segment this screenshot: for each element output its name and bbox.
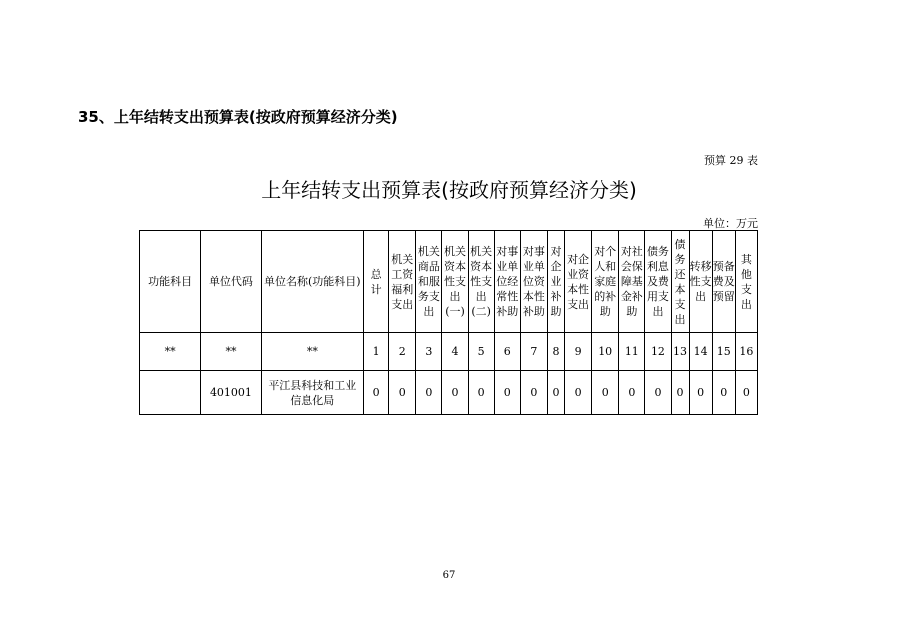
column-header: 机关资本性支出(二) <box>468 231 494 333</box>
column-header: 对个人和家庭的补助 <box>592 231 619 333</box>
table-cell: 0 <box>565 371 592 415</box>
table-cell: 16 <box>735 333 757 371</box>
table-cell: 2 <box>389 333 416 371</box>
column-header: 对社会保障基金补助 <box>619 231 645 333</box>
table-cell: 14 <box>689 333 712 371</box>
table-cell: 0 <box>547 371 564 415</box>
table-cell: 0 <box>442 371 468 415</box>
table-cell: 0 <box>712 371 735 415</box>
table-cell: 1 <box>364 333 389 371</box>
table-cell: 0 <box>494 371 520 415</box>
column-header: 总计 <box>364 231 389 333</box>
table-title: 上年结转支出预算表(按政府预算经济分类) <box>261 178 637 202</box>
column-header: 对事业单位经常性补助 <box>494 231 520 333</box>
unit-label: 单位：万元 <box>703 217 758 230</box>
table-cell: ** <box>140 333 201 371</box>
table-cell: 0 <box>671 371 689 415</box>
table-cell: ** <box>201 333 261 371</box>
budget-table <box>139 230 758 415</box>
column-header: 对企业补助 <box>547 231 564 333</box>
column-header: 债务还本支出 <box>671 231 689 333</box>
table-cell: 11 <box>619 333 645 371</box>
table-cell: 0 <box>645 371 671 415</box>
column-header: 其他支出 <box>735 231 757 333</box>
table-cell: 0 <box>735 371 757 415</box>
table-cell: 8 <box>547 333 564 371</box>
table-number: 预算 29 表 <box>704 154 758 167</box>
table-cell: 0 <box>389 371 416 415</box>
table-cell: 0 <box>468 371 494 415</box>
column-number-row <box>140 333 758 371</box>
table-cell: 0 <box>520 371 547 415</box>
column-header: 债务利息及费用支出 <box>645 231 671 333</box>
table-cell: 0 <box>364 371 389 415</box>
table-cell: 3 <box>416 333 442 371</box>
table-cell: 13 <box>671 333 689 371</box>
table-cell: 15 <box>712 333 735 371</box>
table-cell: 5 <box>468 333 494 371</box>
table-cell: ** <box>261 333 363 371</box>
table-cell: 10 <box>592 333 619 371</box>
column-header: 预备费及预留 <box>712 231 735 333</box>
column-header: 机关资本性支出(一) <box>442 231 468 333</box>
column-header: 机关工资福利支出 <box>389 231 416 333</box>
column-header: 转移性支出 <box>689 231 712 333</box>
table-cell: 9 <box>565 333 592 371</box>
table-cell: 0 <box>416 371 442 415</box>
column-header: 单位名称(功能科目) <box>261 231 363 333</box>
table-cell: 0 <box>689 371 712 415</box>
column-header: 机关商品和服务支出 <box>416 231 442 333</box>
table-cell: 4 <box>442 333 468 371</box>
table-cell: 0 <box>619 371 645 415</box>
table-cell: 401001 <box>201 371 261 415</box>
table-cell: 12 <box>645 333 671 371</box>
table-cell: 6 <box>494 333 520 371</box>
column-header: 功能科目 <box>140 231 201 333</box>
table-row <box>140 371 758 415</box>
header-row <box>140 231 758 333</box>
table-cell: 0 <box>592 371 619 415</box>
page-number: 67 <box>442 570 456 581</box>
table-cell: 平江县科技和工业信息化局 <box>261 371 363 415</box>
column-header: 对企业资本性支出 <box>565 231 592 333</box>
table-cell: 7 <box>520 333 547 371</box>
column-header: 单位代码 <box>201 231 261 333</box>
table-cell <box>140 371 201 415</box>
column-header: 对事业单位资本性补助 <box>520 231 547 333</box>
section-heading: 35、上年结转支出预算表(按政府预算经济分类) <box>78 108 398 126</box>
